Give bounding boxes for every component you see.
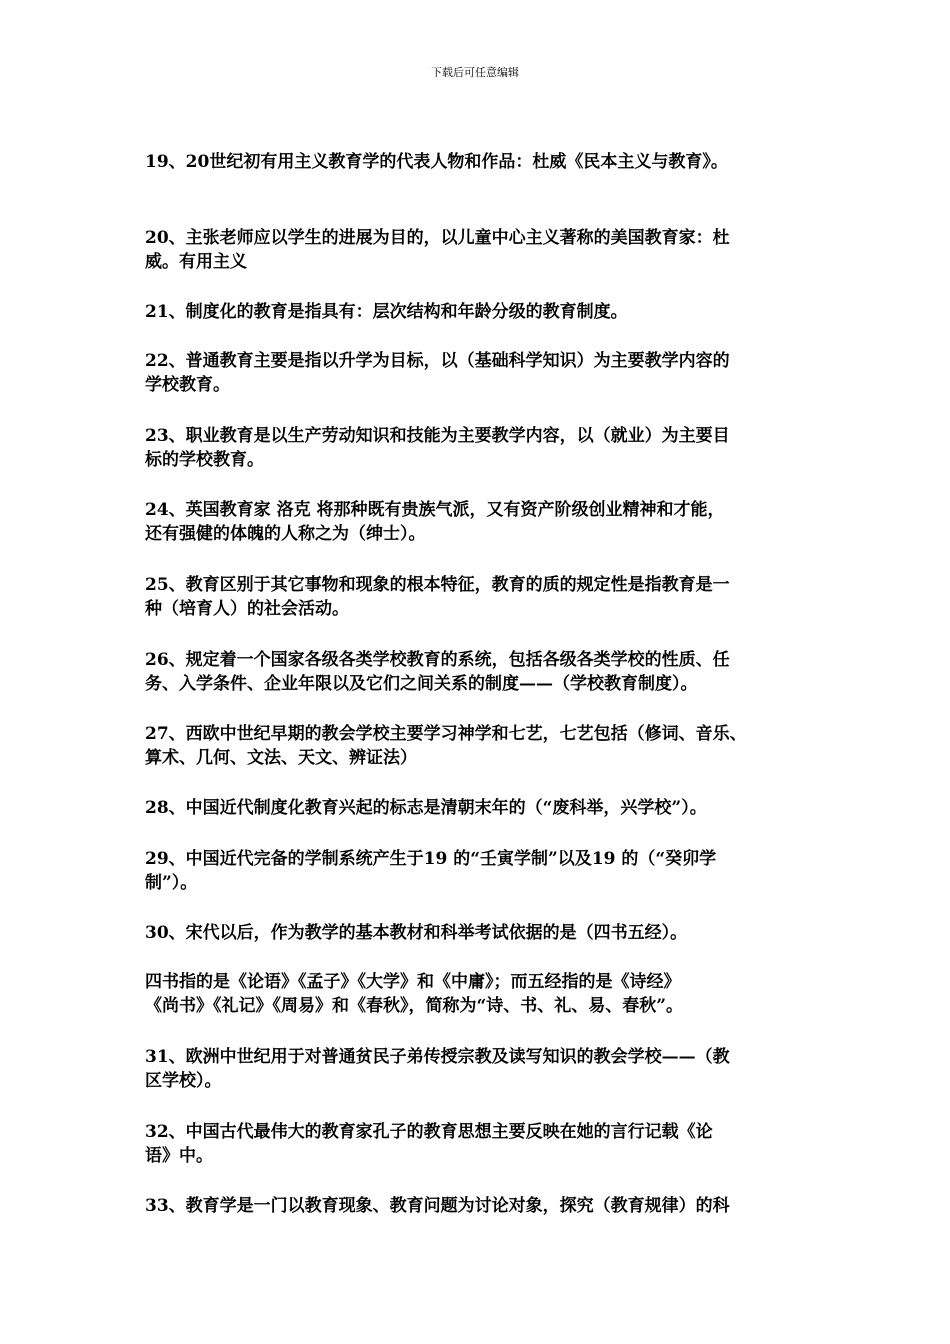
paragraph-line: 《尚书》《礼记》《周易》和《春秋》，简称为“诗、书、礼、易、春秋”。 [145,996,684,1016]
paragraph-32 [145,1120,810,1168]
paragraph-line: 制”）。 [145,873,198,893]
paragraph-line: 19、20世纪初有用主义教育学的代表人物和作品：杜威《民本主义与教育》。 [145,152,728,172]
paragraph-25 [145,573,810,621]
paragraph-30 [145,921,810,945]
page-header: 下载后可任意编辑 [431,66,519,79]
paragraph-33 [145,1194,810,1218]
paragraph-29 [145,847,810,895]
paragraph-line: 20、主张老师应以学生的进展为目的，以儿童中心主义著称的美国教育家：杜 [145,228,730,248]
paragraph-line: 28、中国近代制度化教育兴起的标志是清朝末年的（“废科举，兴学校”）。 [145,798,707,818]
paragraph-line: 27、西欧中世纪早期的教会学校主要学习神学和七艺，七艺包括（修词、音乐、 [145,724,747,744]
paragraph-26 [145,648,810,696]
paragraph-line: 务、入学条件、企业年限以及它们之间关系的制度——（学校教育制度）。 [145,674,698,694]
paragraph-line: 33、教育学是一门以教育现象、教育问题为讨论对象，探究（教育规律）的科 [145,1196,730,1216]
paragraph-line: 威。有用主义 [145,252,247,272]
paragraph-22 [145,349,810,397]
paragraph-line: 21、制度化的教育是指具有：层次结构和年龄分级的教育制度。 [145,302,628,322]
paragraph-line: 四书指的是《论语》《孟子》《大学》和《中庸》；而五经指的是《诗经》 [145,972,681,992]
paragraph-28 [145,796,810,820]
paragraph-line: 种（培育人）的社会活动。 [145,599,349,619]
paragraph-27 [145,722,810,770]
paragraph-line: 31、欧洲中世纪用于对普通贫民子弟传授宗教及读写知识的教会学校——（教 [145,1047,730,1067]
paragraph-19 [145,150,810,174]
paragraph-line: 算术、几何、文法、天文、辨证法） [145,748,417,768]
paragraph-line: 29、中国近代完备的学制系统产生于19 的“壬寅学制”以及19 的（“癸卯学 [145,849,717,869]
paragraph-24 [145,498,810,546]
paragraph-21 [145,300,810,324]
paragraph-line: 标的学校教育。 [145,450,264,470]
paragraph-line: 30、宋代以后，作为教学的基本教材和科举考试依据的是（四书五经）。 [145,923,688,943]
paragraph-line: 还有强健的体魄的人称之为（绅士）。 [145,524,426,544]
paragraph-23 [145,424,810,472]
paragraph-line: 区学校）。 [145,1071,222,1091]
paragraph-line: 25、教育区别于其它事物和现象的根本特征，教育的质的规定性是指教育是一 [145,575,730,595]
paragraph-line: 32、中国古代最伟大的教育家孔子的教育思想主要反映在她的言行记载《论 [145,1122,713,1142]
paragraph-20 [145,226,810,274]
paragraph-line: 22、普通教育主要是指以升学为目标，以（基础科学知识）为主要教学内容的 [145,351,730,371]
paragraph-line: 26、规定着一个国家各级各类学校教育的系统，包括各级各类学校的性质、任 [145,650,730,670]
paragraph-line: 23、职业教育是以生产劳动知识和技能为主要教学内容，以（就业）为主要目 [145,426,730,446]
paragraph-four-books [145,970,810,1018]
paragraph-31 [145,1045,810,1093]
paragraph-line: 学校教育。 [145,375,230,395]
paragraph-line: 24、英国教育家 洛克 将那种既有贵族气派，又有资产阶级创业精神和才能， [145,500,725,520]
paragraph-line: 语》中。 [145,1146,213,1166]
